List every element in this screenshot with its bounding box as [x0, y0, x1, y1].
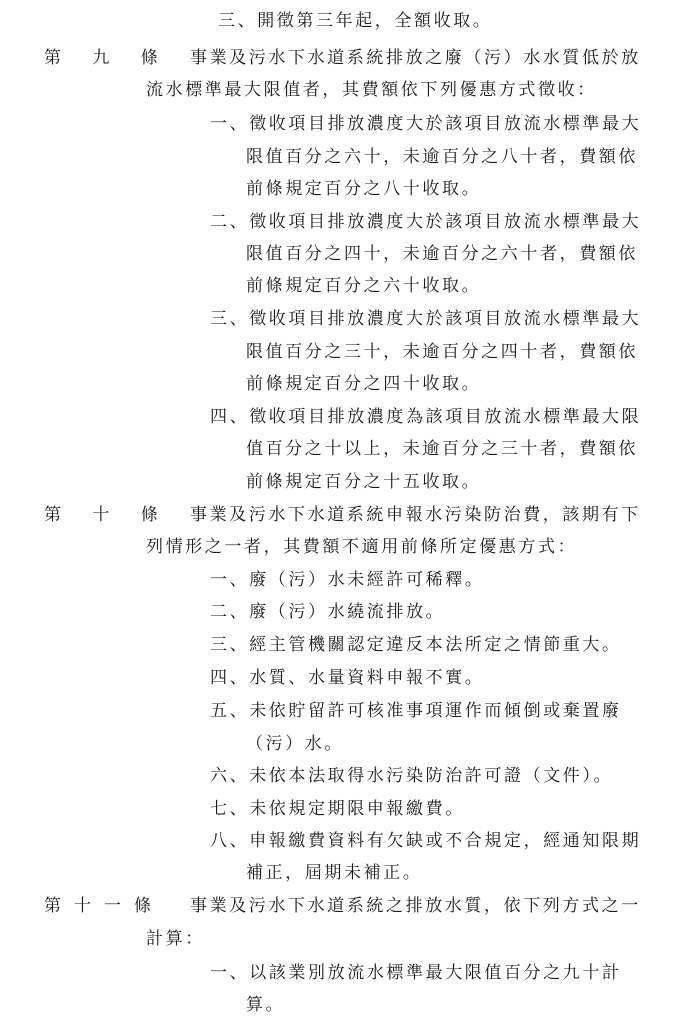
article9-item1-line2: 限值百分之六十，未逾百分之八十者，費額依: [246, 147, 638, 167]
article10-text-line1: 事業及污水下水道系統申報水污染防治費，該期有下: [190, 505, 641, 525]
article9-item3-line2: 限值百分之三十，未逾百分之四十者，費額依: [246, 342, 638, 362]
article11-text-line1: 事業及污水下水道系統之排放水質，依下列方式之一: [190, 896, 641, 916]
article10-item4: 四、水質、水量資料申報不實。: [210, 668, 485, 688]
article9-item4-line3: 前條規定百分之十五收取。: [246, 472, 482, 492]
article10-item8-line2: 補正，屆期未補正。: [246, 863, 423, 883]
article8-item3-line1: 三、開徵第三年起，全額收取。: [218, 11, 493, 31]
article9-item3-line3: 前條規定百分之四十收取。: [246, 374, 482, 394]
article11-item1-line2: 算。: [246, 995, 286, 1015]
article11-item1-line1: 一、以該業別放流水標準最大限值百分之九十計: [210, 963, 622, 983]
article11-label: 第十一條: [44, 896, 164, 916]
article9-item4-line2: 值百分之十以上，未逾百分之三十者，費額依: [246, 439, 638, 459]
article9-item1-line3: 前條規定百分之八十收取。: [246, 179, 482, 199]
article10-item6: 六、未依本法取得水污染防治許可證（文件）。: [210, 766, 614, 786]
article9-item2-line2: 限值百分之四十，未逾百分之六十者，費額依: [246, 244, 638, 264]
article10-item8-line1: 八、申報繳費資料有欠缺或不合規定，經通知限期: [210, 831, 642, 851]
article10-item5-line1: 五、未依貯留許可核准事項運作而傾倒或棄置廢: [210, 701, 622, 721]
article10-item7: 七、未依規定期限申報繳費。: [210, 799, 465, 819]
article10-item3: 三、經主管機關認定違反本法所定之情節重大。: [210, 635, 622, 655]
article9-item2-line1: 二、徵收項目排放濃度大於該項目放流水標準最大: [210, 212, 642, 232]
article9-item4-line1: 四、徵收項目排放濃度為該項目放流水標準最大限: [210, 407, 642, 427]
article10-item5-line2: （污）水。: [246, 734, 344, 754]
article10-item2: 二、廢（污）水繞流排放。: [210, 602, 446, 622]
article10-label: 第 十 條: [44, 505, 171, 525]
article9-text-line1: 事業及污水下水道系統排放之廢（污）水水質低於放: [190, 48, 641, 68]
article9-item2-line3: 前條規定百分之六十收取。: [246, 276, 482, 296]
article10-item1: 一、廢（污）水未經許可稀釋。: [210, 570, 485, 590]
article9-label: 第 九 條: [44, 48, 171, 68]
article9-item1-line1: 一、徵收項目排放濃度大於該項目放流水標準最大: [210, 114, 642, 134]
article10-text-line2: 列情形之一者，其費額不適用前條所定優惠方式：: [146, 537, 578, 557]
article9-item3-line1: 三、徵收項目排放濃度大於該項目放流水標準最大: [210, 309, 642, 329]
article11-text-line2: 計算：: [146, 929, 205, 949]
article9-text-line2: 流水標準最大限值者，其費額依下列優惠方式徵收：: [146, 80, 597, 100]
